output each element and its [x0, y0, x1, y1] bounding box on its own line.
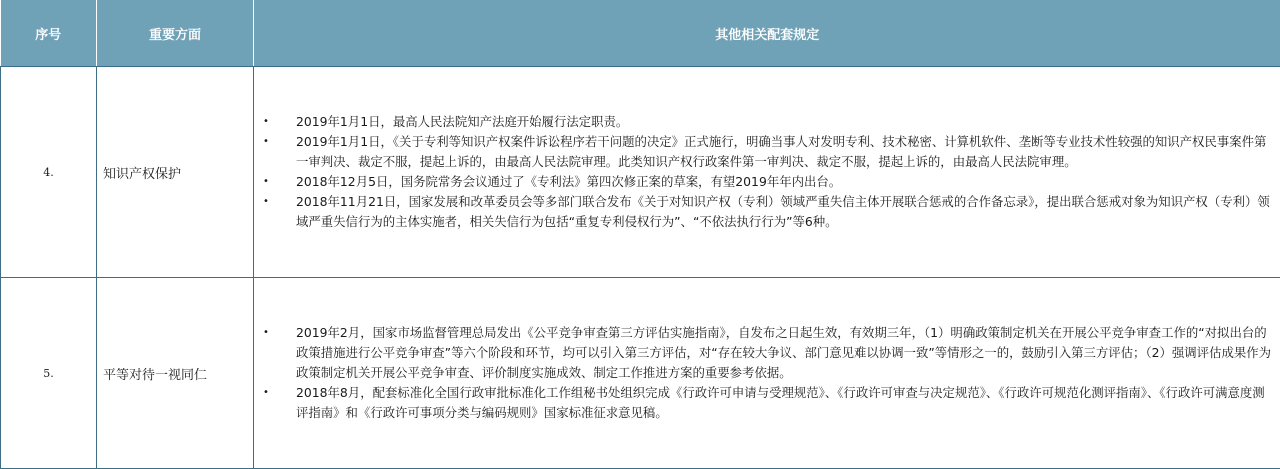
- bullet-icon: •: [263, 383, 269, 403]
- list-item: [260, 112, 1272, 132]
- rule-text: 2019年1月1日，《关于专利等知识产权案件诉讼程序若干问题的决定》正式施行，明确当事人对发明专利、技术秘密、计算机软件、垄断等专业技术性较强的知识产权民事案件第一审判决、裁定不服，提起上诉的，由最高人民法院审理。此类知识产权行政案件第一审判决、裁定不服，提起上诉的，由最高人民法院审理。: [296, 134, 1266, 169]
- rule-list: [260, 323, 1272, 423]
- list-item: [260, 323, 1272, 383]
- rule-text: 2019年1月1日，最高人民法院知产法庭开始履行法定职责。: [296, 114, 628, 129]
- header-index: 序号: [1, 0, 97, 67]
- list-item: [260, 172, 1272, 192]
- bullet-icon: •: [263, 172, 269, 192]
- table-row: [1, 67, 1280, 278]
- rule-text: 2019年2月，国家市场监督管理总局发出《公平竞争审查第三方评估实施指南》，自发布之日起生效，有效期三年，（1）明确政策制定机关在开展公平竞争审查工作的“对拟出台的政策措施进行公平竞争审查”等六个阶段和环节，均可以引入第三方评估，对“存在较大争议、部门意见难以协调一致”等情形之一的，鼓励引入第三方评估；（2）强调评估成果作为政策制定机关开展公平竞争审查、评价制度实施成效、制定工作推进方案的重要参考依据。: [296, 325, 1271, 380]
- table-header-row: [1, 0, 1280, 67]
- row-rules: [254, 67, 1280, 278]
- rule-text: 2018年12月5日，国务院常务会议通过了《专利法》第四次修正案的草案，有望2019年年内出台。: [296, 174, 841, 189]
- bullet-icon: •: [263, 192, 269, 212]
- bullet-icon: •: [263, 132, 269, 152]
- list-item: [260, 383, 1272, 423]
- table-row: [1, 278, 1280, 469]
- rule-list: [260, 112, 1272, 232]
- header-rules: 其他相关配套规定: [254, 0, 1280, 67]
- bullet-icon: •: [263, 112, 269, 132]
- row-index: 4.: [1, 67, 97, 278]
- row-aspect: 知识产权保护: [97, 67, 254, 278]
- row-rules: [254, 278, 1280, 469]
- rule-text: 2018年8月，配套标准化全国行政审批标准化工作组秘书处组织完成《行政许可申请与受理规范》、《行政许可审查与决定规范》、《行政许可规范化测评指南》、《行政许可满意度测评指南》和《行政许可事项分类与编码规则》国家标准征求意见稿。: [296, 385, 1265, 420]
- list-item: [260, 132, 1272, 172]
- bullet-icon: •: [263, 323, 269, 343]
- rule-text: 2018年11月21日，国家发展和改革委员会等多部门联合发布《关于对知识产权（专利）领域严重失信主体开展联合惩戒的合作备忘录》，提出联合惩戒对象为知识产权（专利）领域严重失信行为的主体实施者，相关失信行为包括“重复专利侵权行为”、“不依法执行行为”等6种。: [296, 194, 1270, 229]
- row-index: 5.: [1, 278, 97, 469]
- header-aspect: 重要方面: [97, 0, 254, 67]
- list-item: [260, 192, 1272, 232]
- row-aspect: 平等对待一视同仁: [97, 278, 254, 469]
